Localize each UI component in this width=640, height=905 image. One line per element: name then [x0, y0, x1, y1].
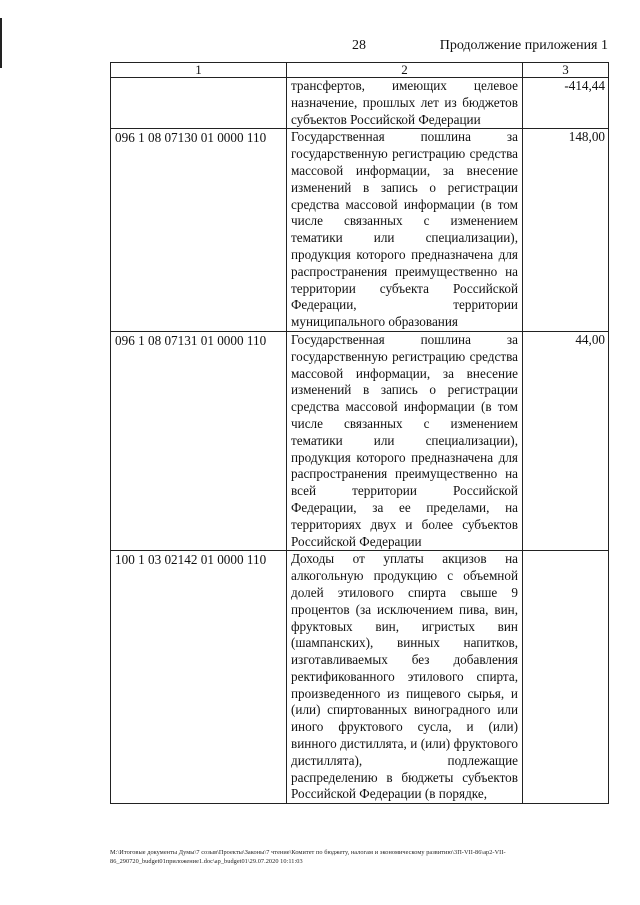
table-row: [111, 78, 609, 129]
revenue-table: [110, 62, 609, 804]
table-row: [111, 129, 609, 332]
scan-edge-mark: [0, 18, 2, 68]
row-description: Государственная пошлина за государственную регистрацию средства массовой информации, за внесение изменений в запись о регистрации средства массовой информации (в том числе связанных с изменением тематики или специализации), продукция которого предназначена для распространения преимущественно на всей территории Российской Федерации, за ее пределами, на территориях двух и более субъектов Российской Федерации: [287, 331, 523, 550]
row-code: [111, 78, 287, 129]
table-row: [111, 331, 609, 550]
table-header-row: [111, 63, 609, 78]
row-amount: -414,44: [523, 78, 609, 129]
row-amount: 148,00: [523, 129, 609, 332]
row-description: Доходы от уплаты акцизов на алкогольную продукцию с объемной долей этилового спирта свыше 9 процентов (за исключением пива, вин, фруктовых вин, игристых вин (шампанских), винных напитков, изготавливаемых без добавления ректификованного этилового спирта, произведенного из пищевого сырья, и (или) спиртованных виноградного или иного фруктового сусла, и (или) винного дистиллята, и (или) фруктового дистиллята), подлежащие распределению в бюджеты субъектов Российской Федерации (в порядке,: [287, 551, 523, 804]
column-header-description: 2: [287, 63, 523, 78]
row-code: 100 1 03 02142 01 0000 110: [111, 551, 287, 804]
row-description: Государственная пошлина за государственную регистрацию средства массовой информации, за внесение изменений в запись о регистрации средства массовой информации (в том числе связанных с изменением тематики или специализации), продукция которого предназначена для распространения преимущественно на территории субъекта Российской Федерации, территории муниципального образования: [287, 129, 523, 332]
row-code: 096 1 08 07130 01 0000 110: [111, 129, 287, 332]
row-code: 096 1 08 07131 01 0000 110: [111, 331, 287, 550]
row-description: трансфертов, имеющих целевое назначение, прошлых лет из бюджетов субъектов Российской Федерации: [287, 78, 523, 129]
file-path-footer: M:\Итоговые документы Думы\7 созыв\Проекты\Законы\7 чтение\Комитет по бюджету, налогам и экономическому развитию\3П-VII-86\ap2-VII-86_290720_budget01приложение1.doc\ap_budget01\29.07.2020 10:11:03: [110, 849, 506, 865]
row-amount: 44,00: [523, 331, 609, 550]
table-row: [111, 551, 609, 804]
column-header-code: 1: [111, 63, 287, 78]
continuation-label: Продолжение приложения 1: [439, 38, 608, 53]
row-amount: [523, 551, 609, 804]
column-header-amount: 3: [523, 63, 609, 78]
page-number: 28: [352, 38, 366, 53]
